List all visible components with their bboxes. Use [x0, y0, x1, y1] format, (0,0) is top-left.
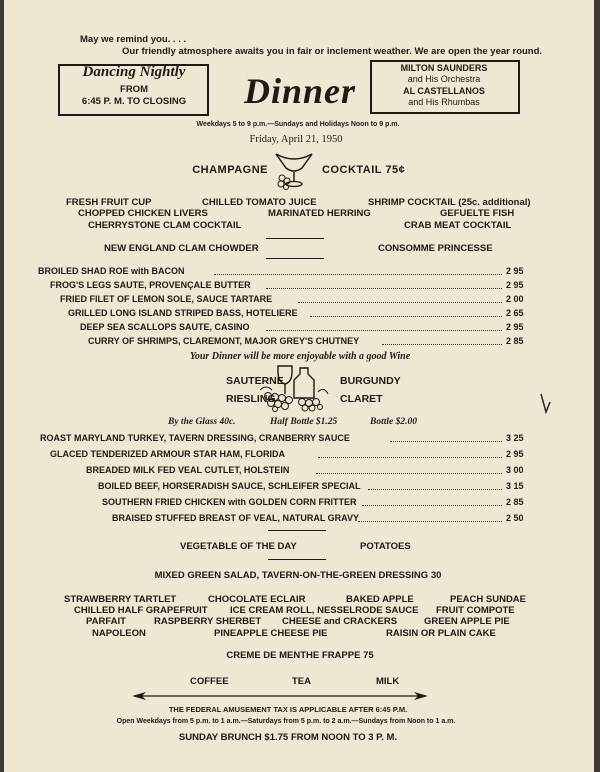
fish-price: 2 00 [506, 294, 524, 304]
entree-name: SOUTHERN FRIED CHICKEN with GOLDEN CORN FRITTER [102, 497, 357, 507]
leader-dots [368, 489, 502, 490]
orchestra-line-3: AL CASTELLANOS [403, 86, 485, 96]
remind-line-1: May we remind you. . . . [80, 34, 187, 45]
dinner-title: Dinner [243, 71, 357, 111]
divider [268, 559, 326, 560]
dessert-item: STRAWBERRY TARTLET [64, 594, 177, 605]
entree-name: GLACED TENDERIZED ARMOUR STAR HAM, FLORIDA [50, 449, 285, 459]
open-hours: Open Weekdays from 5 p.m. to 1 a.m.—Saturdays from 5 p.m. to 2 a.m.—Sundays from Noon to 1 a.m. [116, 718, 456, 725]
entree-name: BREADED MILK FED VEAL CUTLET, HOLSTEIN [86, 465, 290, 475]
soup-item: NEW ENGLAND CLAM CHOWDER [104, 243, 259, 254]
fish-price: 2 95 [506, 266, 524, 276]
appetizer-item: CHOPPED CHICKEN LIVERS [78, 208, 208, 219]
dancing-hours: 6:45 P. M. TO CLOSING [81, 96, 187, 107]
dessert-item: PINEAPPLE CHEESE PIE [214, 628, 328, 639]
leader-dots [310, 316, 502, 317]
tax-note: THE FEDERAL AMUSEMENT TAX IS APPLICABLE AFTER 6:45 P.M. [168, 705, 408, 714]
entree-price: 3 15 [506, 481, 524, 491]
dessert-item: RASPBERRY SHERBET [154, 616, 262, 627]
dessert-item: GREEN APPLE PIE [424, 616, 510, 627]
menu-date: Friday, April 21, 1950 [249, 134, 343, 145]
leader-dots [266, 288, 502, 289]
fish-name: FROG'S LEGS SAUTE, PROVENÇALE BUTTER [50, 280, 251, 290]
dessert-item: PARFAIT [86, 616, 126, 627]
appetizer-item: FRESH FRUIT CUP [66, 197, 152, 208]
wine-bottle-price: Bottle $2.00 [370, 417, 417, 427]
cocktail-label: COCKTAIL 75¢ [322, 164, 406, 176]
wine-riesling: RIESLING [226, 393, 276, 405]
leader-dots [362, 505, 502, 506]
dessert-item: ICE CREAM ROLL, NESSELRODE SAUCE [230, 605, 419, 616]
appetizer-item: CHILLED TOMATO JUICE [202, 197, 317, 208]
orchestra-line-2: and His Orchestra [407, 74, 481, 84]
entree-name: BRAISED STUFFED BREAST OF VEAL, NATURAL GRAVY [112, 513, 360, 523]
beverage-item: TEA [292, 676, 311, 687]
leader-dots [358, 521, 502, 522]
wine-claret: CLARET [340, 393, 383, 405]
staple-mark-icon [538, 392, 552, 418]
leader-dots [316, 473, 502, 474]
dessert-item: BAKED APPLE [346, 594, 414, 605]
dessert-item: CHEESE and CRACKERS [282, 616, 398, 627]
appetizer-item: CRAB MEAT COCKTAIL [404, 220, 512, 231]
arrow-divider [132, 690, 428, 702]
fish-price: 2 95 [506, 322, 524, 332]
leader-dots [266, 330, 502, 331]
dessert-item: CHILLED HALF GRAPEFRUIT [74, 605, 208, 616]
remind-line-2: Our friendly atmosphere awaits you in fair or inclement weather. We are open the year round. [122, 46, 543, 57]
wine-burgundy: BURGUNDY [340, 375, 401, 387]
dessert-item: CHOCOLATE ECLAIR [208, 594, 306, 605]
orchestra-line-4: and His Rhumbas [408, 97, 480, 107]
hours-note: Weekdays 5 to 9 p.m.—Sundays and Holidays Noon to 9 p.m. [196, 121, 400, 128]
side-item: VEGETABLE OF THE DAY [180, 541, 297, 552]
wine-glass-price: By the Glass 40c. [168, 417, 236, 427]
side-item: POTATOES [360, 541, 411, 552]
orchestra-line-1: MILTON SAUNDERS [400, 63, 488, 73]
leader-dots [390, 441, 502, 442]
entree-name: BOILED BEEF, HORSERADISH SAUCE, SCHLEIFER SPECIAL [98, 481, 361, 491]
champagne-glass-icon [272, 150, 316, 190]
dancing-from: FROM [120, 84, 148, 95]
fish-name: BROILED SHAD ROE with BACON [38, 266, 185, 276]
appetizer-item: GEFUELTE FISH [440, 208, 515, 219]
wine-half-price: Half Bottle $1.25 [270, 417, 338, 427]
dancing-title: Dancing Nightly [82, 64, 186, 80]
entree-price: 3 00 [506, 465, 524, 475]
fish-price: 2 95 [506, 280, 524, 290]
fish-name: FRIED FILET OF LEMON SOLE, SAUCE TARTARE [60, 294, 273, 304]
beverage-item: COFFEE [190, 676, 229, 687]
fish-name: DEEP SEA SCALLOPS SAUTE, CASINO [80, 322, 250, 332]
appetizer-item: MARINATED HERRING [268, 208, 371, 219]
leader-dots [214, 274, 502, 275]
champagne-label: CHAMPAGNE [192, 164, 268, 176]
appetizer-item: CHERRYSTONE CLAM COCKTAIL [88, 220, 242, 231]
divider [268, 530, 326, 531]
dessert-item: PEACH SUNDAE [450, 594, 527, 605]
divider [266, 258, 324, 259]
leader-dots [382, 344, 502, 345]
soup-item: CONSOMME PRINCESSE [378, 243, 493, 254]
wine-sauterne: SAUTERNE [226, 375, 284, 387]
dessert-item: NAPOLEON [92, 628, 146, 639]
leader-dots [298, 302, 502, 303]
entree-price: 2 95 [506, 449, 524, 459]
salad-line: MIXED GREEN SALAD, TAVERN-ON-THE-GREEN DRESSING 30 [154, 570, 442, 581]
fish-price: 2 65 [506, 308, 524, 318]
beverage-item: MILK [376, 676, 400, 687]
leader-dots [318, 457, 502, 458]
appetizer-item: SHRIMP COCKTAIL (25c. additional) [368, 197, 531, 208]
entree-price: 2 50 [506, 513, 524, 523]
menu-page [4, 0, 594, 772]
creme-line: CREME DE MENTHE FRAPPE 75 [226, 650, 374, 661]
divider [266, 238, 324, 239]
fish-name: GRILLED LONG ISLAND STRIPED BASS, HOTELIERE [68, 308, 298, 318]
entree-name: ROAST MARYLAND TURKEY, TAVERN DRESSING, CRANBERRY SAUCE [40, 433, 350, 443]
entree-price: 2 85 [506, 497, 524, 507]
wine-grapes-icon [258, 362, 330, 412]
brunch-line: SUNDAY BRUNCH $1.75 FROM NOON TO 3 P. M. [178, 732, 398, 743]
wine-tagline: Your Dinner will be more enjoyable with a good Wine [189, 351, 411, 362]
fish-name: CURRY OF SHRIMPS, CLAREMONT, MAJOR GREY'S CHUTNEY [88, 336, 360, 346]
fish-price: 2 85 [506, 336, 524, 346]
dessert-item: FRUIT COMPOTE [436, 605, 515, 616]
entree-price: 3 25 [506, 433, 524, 443]
dessert-item: RAISIN OR PLAIN CAKE [386, 628, 496, 639]
